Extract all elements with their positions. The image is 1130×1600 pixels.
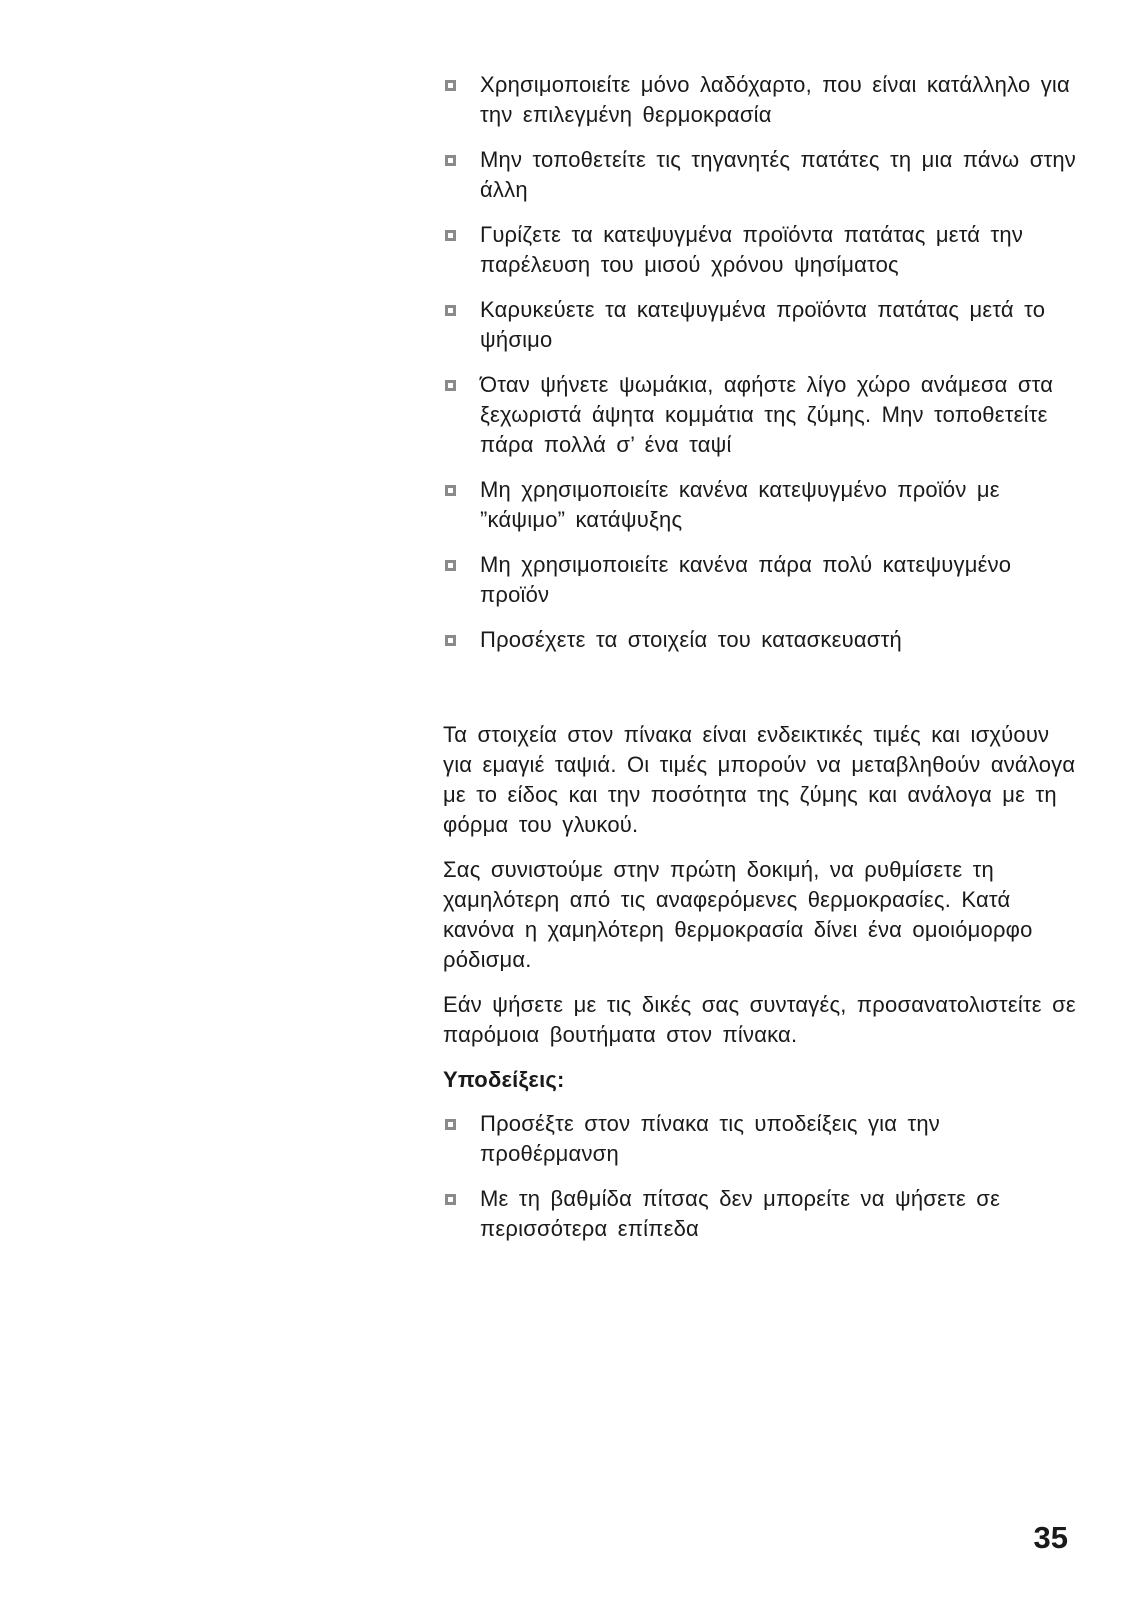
list-item-text: Όταν ψήνετε ψωμάκια, αφήστε λίγο χώρο ανάμεσα στα ξεχωριστά άψητα κομμάτια της ζύμης. Μην τοποθετείτε πάρα πολλά σ’ ένα ταψί <box>480 372 1054 457</box>
section-spacer <box>443 670 1083 720</box>
list-item <box>443 1184 1083 1244</box>
paragraph: Σας συνιστούμε στην πρώτη δοκιμή, να ρυθμίσετε τη χαμηλότερη από τις αναφερόμενες θερμοκρασίες. Κατά κανόνα η χαμηλότερη θερμοκρασία δίνει ένα ομοιόμορφο ρόδισμα. <box>443 857 1033 972</box>
square-bullet-icon <box>445 380 456 391</box>
square-bullet-icon <box>445 485 456 496</box>
list-item <box>443 70 1083 130</box>
list-item-text: Προσέχετε τα στοιχεία του κατασκευαστή <box>480 627 902 652</box>
paragraph: Εάν ψήσετε με τις δικές σας συνταγές, προσανατολιστείτε σε παρόμοια βουτήματα στον πίνακα. <box>443 992 1076 1047</box>
list-item <box>443 550 1083 610</box>
paragraph: Τα στοιχεία στον πίνακα είναι ενδεικτικές τιμές και ισχύουν για εμαγιέ ταψιά. Οι τιμές μπορούν να μεταβληθούν ανάλογα με το είδος και την ποσότητα της ζύμης και ανάλογα με τη φόρμα του γλυκού. <box>443 722 1076 837</box>
list-item-text: Γυρίζετε τα κατεψυγμένα προϊόντα πατάτας μετά την παρέλευση του μισού χρόνου ψησίματος <box>480 222 1024 277</box>
list-item <box>443 145 1083 205</box>
list-item <box>443 625 1083 655</box>
square-bullet-icon <box>445 80 456 91</box>
list-item-text: Χρησιμοποιείτε μόνο λαδόχαρτο, που είναι κατάλληλο για την επιλεγμένη θερμοκρασία <box>480 72 1070 127</box>
list-item-text: Μη χρησιμοποιείτε κανένα κατεψυγμένο προϊόν με ”κάψιμο” κατάψυξης <box>480 477 1000 532</box>
notes-heading: Υποδείξεις: <box>443 1067 565 1092</box>
list-item-text: Μην τοποθετείτε τις τηγανητές πατάτες τη μια πάνω στην άλλη <box>480 147 1077 202</box>
list-item <box>443 220 1083 280</box>
list-item <box>443 295 1083 355</box>
square-bullet-icon <box>445 155 456 166</box>
list-item-text: Καρυκεύετε τα κατεψυγμένα προϊόντα πατάτας μετά το ψήσιμο <box>480 297 1046 352</box>
list-item-text: Προσέξτε στον πίνακα τις υποδείξεις για την προθέρμανση <box>480 1111 941 1166</box>
square-bullet-icon <box>445 1119 456 1130</box>
list-item <box>443 1109 1083 1169</box>
notes-list <box>443 1109 1083 1244</box>
square-bullet-icon <box>445 305 456 316</box>
page-number: 35 <box>1033 1520 1068 1555</box>
square-bullet-icon <box>445 635 456 646</box>
list-item-text: Μη χρησιμοποιείτε κανένα πάρα πολύ κατεψυγμένο προϊόν <box>480 552 1012 607</box>
text-column <box>443 70 1083 1259</box>
square-bullet-icon <box>445 1194 456 1205</box>
square-bullet-icon <box>445 560 456 571</box>
tips-list <box>443 70 1083 655</box>
list-item <box>443 475 1083 535</box>
list-item <box>443 370 1083 460</box>
list-item-text: Με τη βαθμίδα πίτσας δεν μπορείτε να ψήσετε σε περισσότερα επίπεδα <box>480 1186 1001 1241</box>
square-bullet-icon <box>445 230 456 241</box>
